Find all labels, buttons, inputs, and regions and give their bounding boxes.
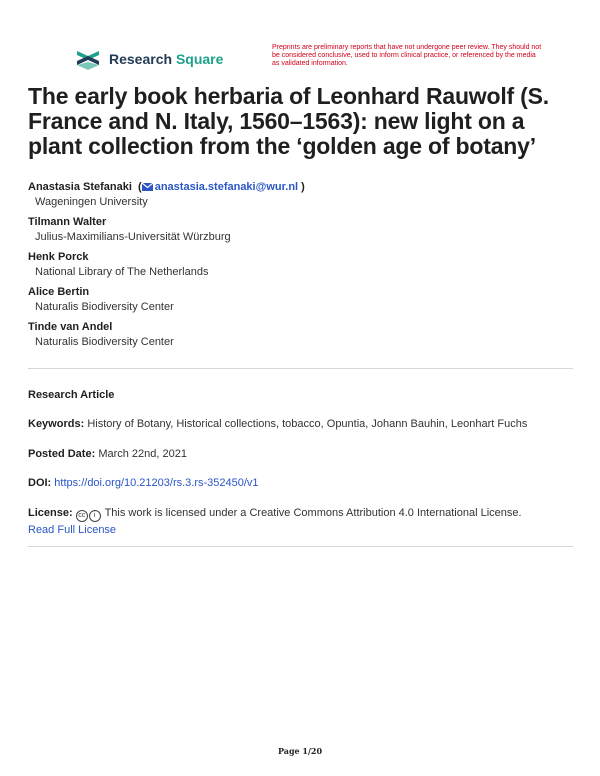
- author-entry: Anastasia Stefanaki ( anastasia.stefanaki@wur.nl ) Wageningen University: [28, 180, 573, 210]
- posted-date-line: [28, 446, 573, 462]
- author-entry: [28, 250, 573, 280]
- page-number: Page 1/20: [277, 746, 323, 756]
- article-type: Research Article: [28, 389, 115, 401]
- cc-icon[interactable]: cc: [76, 510, 88, 522]
- license-line: [28, 505, 573, 538]
- keywords-line: [28, 416, 573, 432]
- author-name: Tinde van Andel: [28, 321, 113, 333]
- posted-date-label: Posted Date:: [28, 448, 96, 460]
- author-entry: [28, 285, 573, 315]
- research-square-logo-icon: [75, 47, 101, 71]
- envelope-icon: [142, 183, 153, 191]
- author-name: Anastasia Stefanaki: [28, 181, 132, 193]
- logo-wordmark: Research Square: [109, 51, 224, 67]
- cc-by-icon[interactable]: i: [89, 510, 101, 522]
- author-affiliation: National Library of The Netherlands: [35, 266, 209, 278]
- posted-date-value: March 22nd, 2021: [98, 448, 187, 460]
- doi-label: DOI:: [28, 477, 52, 489]
- doi-link[interactable]: https://doi.org/10.21203/rs.3.rs-352450/v1: [54, 477, 259, 489]
- license-text: This work is licensed under a Creative Commons Attribution 4.0 International License.: [104, 507, 522, 519]
- read-full-license-link[interactable]: Read Full License: [28, 524, 117, 536]
- divider: [28, 546, 573, 547]
- author-affiliation: Naturalis Biodiversity Center: [35, 336, 174, 348]
- author-email-link[interactable]: anastasia.stefanaki@wur.nl: [154, 181, 299, 193]
- divider: [28, 368, 573, 369]
- license-label: License:: [28, 507, 73, 519]
- author-name: Tilmann Walter: [28, 216, 107, 228]
- author-entry: [28, 215, 573, 245]
- doi-line: [28, 475, 573, 491]
- author-name: Henk Porck: [28, 251, 89, 263]
- author-affiliation: Julius-Maximilians-Universität Würzburg: [35, 231, 231, 243]
- author-affiliation: Wageningen University: [35, 196, 148, 208]
- keywords-label: Keywords:: [28, 418, 85, 430]
- author-entry: [28, 320, 573, 350]
- author-name: Alice Bertin: [28, 286, 90, 298]
- paper-title: The early book herbaria of Leonhard Rauwolf (S. France and N. Italy, 1560–1563): new light on a plant collection from the ‘golden age of botany’: [28, 83, 549, 159]
- research-square-logo[interactable]: [75, 47, 223, 71]
- keywords-value: History of Botany, Historical collections, tobacco, Opuntia, Johann Bauhin, Leonhart Fuchs: [87, 418, 528, 430]
- preprint-notice: Preprints are preliminary reports that have not undergone peer review. They should not be considered conclusive, used to inform clinical practice, or referenced by the media as validated information.: [272, 44, 542, 67]
- author-list: [28, 180, 573, 355]
- author-affiliation: Naturalis Biodiversity Center: [35, 301, 174, 313]
